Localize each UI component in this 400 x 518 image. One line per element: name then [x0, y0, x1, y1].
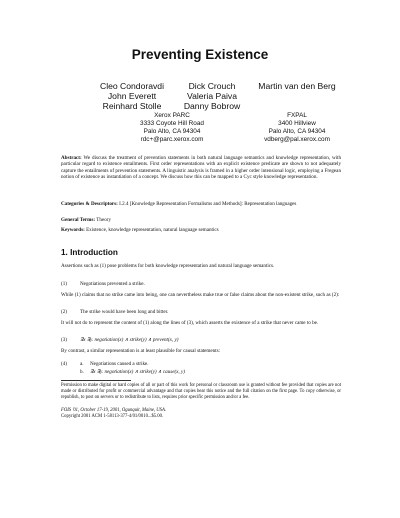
affiliation-email: rdc+@parc.xerox.com	[140, 136, 204, 143]
author-name: Reinhard Stolle	[102, 101, 162, 111]
author-row	[92, 81, 252, 91]
example-text: Negotiations prevented a strike.	[80, 281, 145, 287]
keywords-text: Existence, knowledge representation, natural language semantics	[86, 227, 219, 233]
categories	[61, 201, 341, 207]
authors-right	[242, 81, 352, 91]
copyright-notice: Copyright 2001 ACM 1-58113-377-4/01/0010...$5.00.	[61, 414, 164, 419]
affiliation-org: Xerox PARC	[154, 112, 190, 119]
abstract-label: Abstract:	[61, 155, 82, 161]
affiliation-left	[112, 112, 232, 144]
affiliation-email: vdberg@pal.xerox.com	[264, 136, 330, 143]
venue-text: FOIS '01, October 17-19, 2001, Ogunquit, Maine, USA.	[61, 408, 167, 413]
general-terms	[61, 217, 341, 223]
formula-text: ∃x ∃y. negotiation(x) ∧ strike(y) ∧ cause(x, y)	[90, 369, 185, 375]
authors-left	[92, 81, 252, 111]
terms-text: Theory	[96, 217, 111, 223]
affiliation-right	[242, 112, 352, 144]
example-formula	[90, 369, 185, 375]
author-row	[92, 101, 252, 111]
example-sublabel: b.	[80, 369, 84, 375]
author-name: Cleo Condoravdi	[99, 81, 164, 91]
categories-text: I.2.4 [Knowledge Representation Formalisms and Methods]: Representation languages	[119, 201, 297, 207]
author-name: John Everett	[107, 91, 157, 101]
affiliation-street: 3333 Coyote Hill Road	[140, 120, 204, 127]
affiliation-org: FXPAL	[287, 112, 307, 119]
formula-text: ∃x ∃y. negotiation(x) ∧ strike(y) ∧ prevent(x, y)	[80, 337, 179, 343]
intro-paragraph: It will not do to represent the content of (1) along the lines of (3), which asserts the existence of a strike that never came to be.	[61, 320, 319, 326]
paper-title: Preventing Existence	[131, 47, 269, 62]
author-name: Valeria Paiva	[187, 91, 237, 101]
example-text: The strike would have been long and bitter.	[80, 309, 169, 315]
terms-label: General Terms:	[61, 217, 96, 223]
author-name: Martin van den Berg	[258, 81, 336, 91]
author-name: Danny Bobrow	[183, 101, 241, 111]
affiliation-city: Palo Alto, CA 94304	[143, 128, 201, 135]
categories-label: Categories & Descriptors:	[61, 201, 118, 207]
example-number: (1)	[61, 281, 67, 287]
permission-notice: Permission to make digital or hard copies of all or part of this work for personal or classroom use is granted without fee provided that copies are not made or distributed for profit or commercial advantage and that copies bear this notice and the full citation on the first page. To copy otherwise, or republish, to post on servers or to redistribute to lists, requires prior specific permission and/or a fee.	[61, 383, 341, 400]
example-number: (3)	[61, 337, 67, 343]
example-formula	[80, 337, 178, 343]
affiliation-city: Palo Alto, CA 94304	[268, 128, 326, 135]
example-number: (4)	[61, 361, 67, 367]
section-heading: 1. Introduction	[61, 248, 118, 257]
intro-paragraph: Assertions such as (1) pose problems for both knowledge representation and natural language semantics.	[61, 263, 275, 269]
example-sublabel: a.	[80, 361, 84, 367]
abstract-text: We discuss the treatment of prevention statements in both natural language semantics and knowledge representation, with particular regard to existence entailments. First order representations with an explicit existence predicate are shown to not adequately capture the entailments of prevention statements. A linguistic analysis is framed in a higher order intensional logic, employing a Fregean notion of existence as instantiation of a concept. We discuss how this can be mapped to a Cyc style knowledge representation.	[61, 155, 341, 181]
author-name: Dick Crouch	[188, 81, 236, 91]
example-text: Negotiations caused a strike.	[90, 361, 149, 367]
abstract	[61, 155, 341, 181]
footnote-rule	[61, 380, 131, 381]
intro-paragraph: While (1) claims that no strike came into being, one can nevertheless make true or false claims about the non-existent strike, such as (2):	[61, 292, 340, 298]
author-row	[92, 91, 252, 101]
intro-paragraph: By contrast, a similar representation is at least plausible for causal statements:	[61, 348, 220, 354]
example-number: (2)	[61, 309, 67, 315]
affiliation-street: 3400 Hillview	[278, 120, 316, 127]
keywords	[61, 227, 341, 233]
keywords-label: Keywords:	[61, 227, 85, 233]
